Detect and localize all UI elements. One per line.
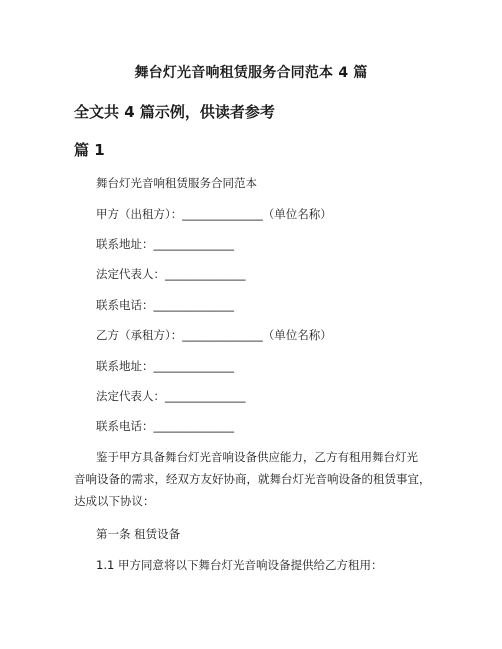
- preamble-line-3: 达成以下协议：: [74, 494, 155, 508]
- document-subtitle: 全文共 4 篇示例，供读者参考: [74, 103, 275, 121]
- clause-1-1: 1.1 甲方同意将以下舞台灯光音响设备提供给乙方租用：: [96, 558, 383, 572]
- document-title: 舞台灯光音响租赁服务合同范本 4 篇: [134, 65, 368, 81]
- party-b-line: 乙方（承租方）：______________（单位名称）: [96, 328, 332, 342]
- party-b-address: 联系地址：______________: [96, 359, 234, 373]
- preamble-line-1: 鉴于甲方具备舞台灯光音响设备供应能力，乙方有租用舞台灯光: [96, 450, 418, 464]
- contract-name: 舞台灯光音响租赁服务合同范本: [96, 176, 257, 190]
- party-a-address: 联系地址：______________: [96, 237, 234, 251]
- party-a-representative: 法定代表人：______________: [96, 267, 246, 281]
- party-b-representative: 法定代表人：______________: [96, 389, 246, 403]
- section-heading: 篇 1: [74, 141, 105, 159]
- preamble-line-2: 音响设备的需求，经双方友好协商，就舞台灯光音响设备的租赁事宜，: [74, 472, 431, 486]
- party-b-phone: 联系电话：______________: [96, 419, 234, 433]
- preamble-paragraph: [74, 446, 446, 512]
- article-heading: 第一条 租赁设备: [96, 527, 181, 541]
- party-a-line: 甲方（出租方）：______________（单位名称）: [96, 207, 332, 221]
- party-a-phone: 联系电话：______________: [96, 298, 234, 312]
